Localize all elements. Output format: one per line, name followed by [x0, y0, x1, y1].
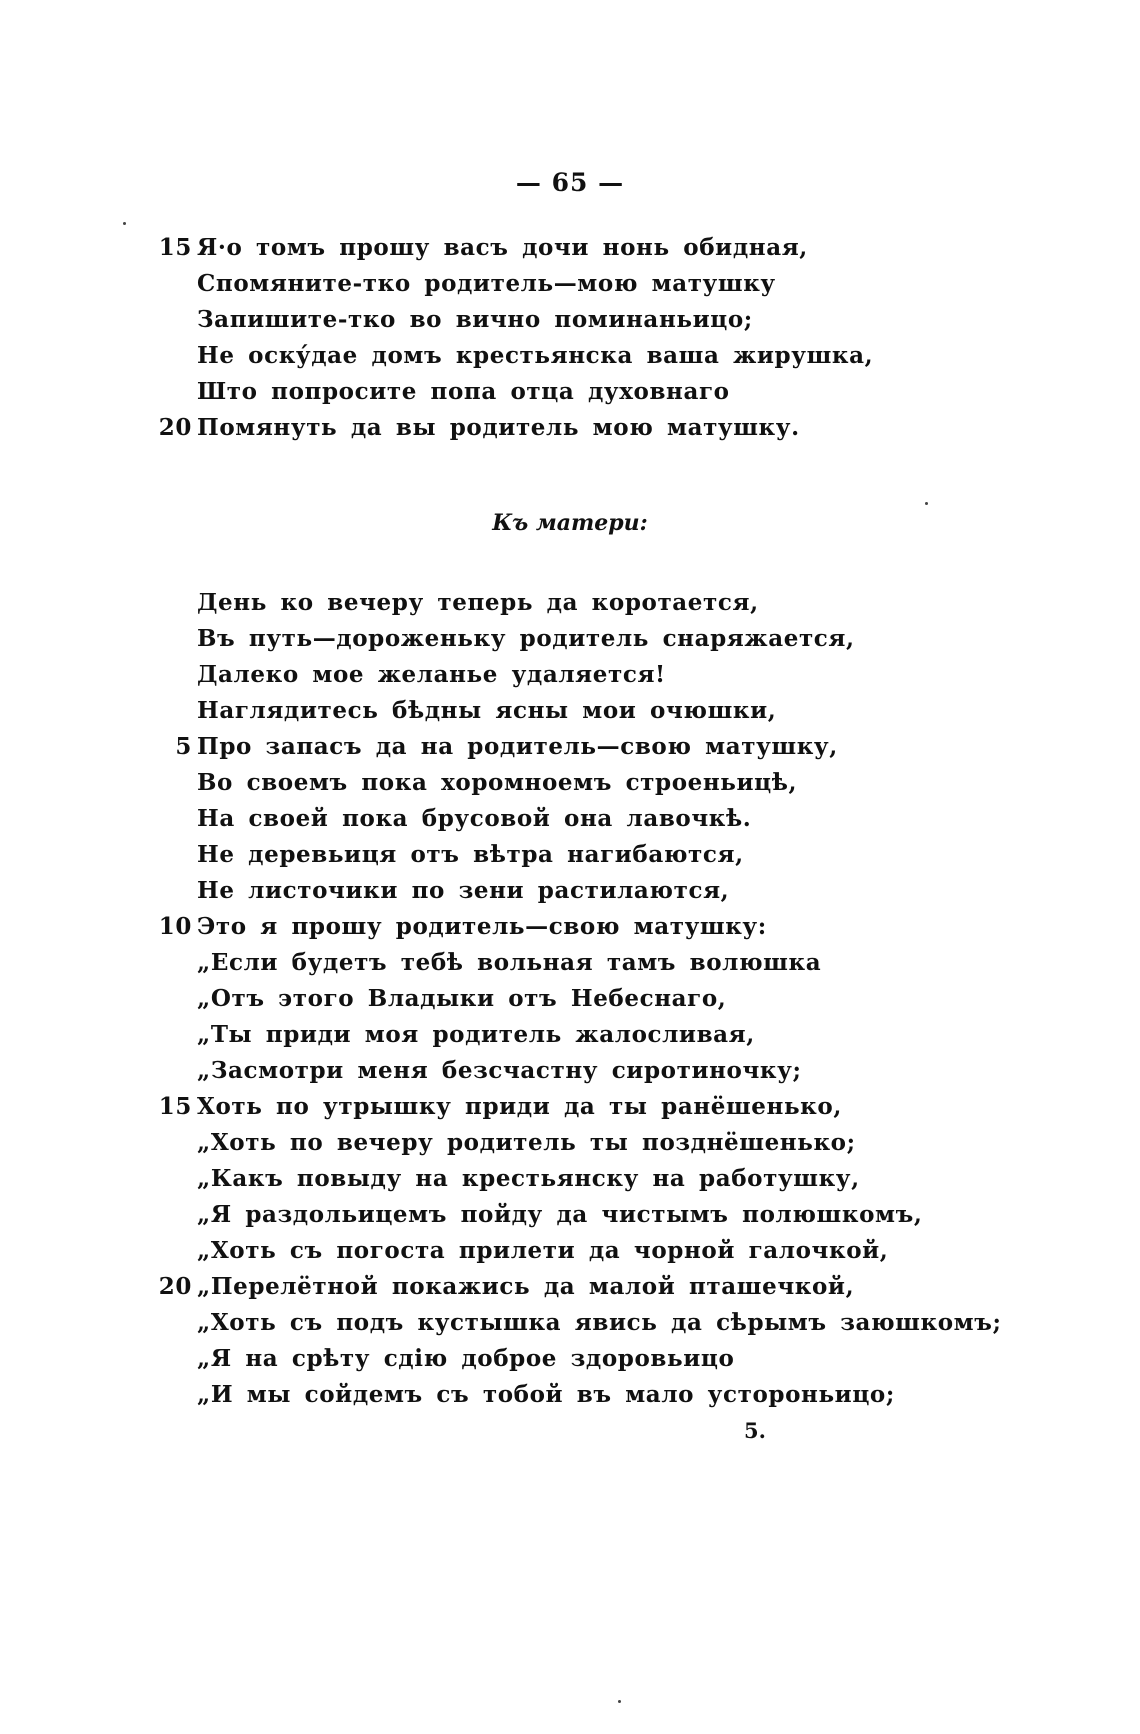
line-text: Не оску́дае домъ крестьянска ваша жирушка, — [197, 342, 874, 369]
poem-line — [0, 302, 1140, 338]
poem-line — [0, 1125, 1140, 1161]
poem-line — [0, 873, 1140, 909]
stanza-one — [0, 230, 1140, 446]
line-text: На своей пока брусовой она лавочкѣ. — [197, 805, 752, 832]
line-text: Запишите-тко во вично поминаньицо; — [197, 306, 753, 333]
poem-line — [0, 410, 1140, 446]
print-speck — [925, 502, 928, 505]
signature-mark: 5. — [744, 1418, 766, 1443]
line-text: Помянуть да вы родитель мою матушку. — [197, 414, 800, 441]
poem-line — [0, 765, 1140, 801]
poem-line — [0, 1089, 1140, 1125]
line-text: „Хоть съ погоста прилети да чорной галочкой, — [197, 1237, 889, 1264]
poem-line — [0, 230, 1140, 266]
poem-line — [0, 1053, 1140, 1089]
line-text: „И мы сойдемъ съ тобой въ мало устороньицо; — [197, 1381, 895, 1408]
poem-line — [0, 338, 1140, 374]
line-text: Спомяните-тко родитель—мою матушку — [197, 270, 776, 297]
line-text: „Хоть по вечеру родитель ты позднёшенько; — [197, 1129, 856, 1156]
poem-line — [0, 801, 1140, 837]
line-text: „Хоть съ подъ кустышка явись да сѣрымъ заюшкомъ; — [197, 1309, 1002, 1336]
poem-line — [0, 729, 1140, 765]
line-number: 15 — [158, 234, 192, 261]
line-text: „Перелётной покажись да малой пташечкой, — [197, 1273, 855, 1300]
line-number: 10 — [158, 913, 192, 940]
poem-line — [0, 945, 1140, 981]
line-number: 20 — [158, 414, 192, 441]
poem-line — [0, 981, 1140, 1017]
section-title: Къ матери: — [492, 510, 648, 536]
line-text: „Ты приди моя родитель жалосливая, — [197, 1021, 755, 1048]
poem-line — [0, 1233, 1140, 1269]
poem-line — [0, 1197, 1140, 1233]
poem-line — [0, 266, 1140, 302]
poem-line — [0, 1305, 1140, 1341]
poem-line — [0, 585, 1140, 621]
poem-line — [0, 621, 1140, 657]
line-text: Во своемъ пока хоромноемъ строеньицѣ, — [197, 769, 798, 796]
line-number: 20 — [158, 1273, 192, 1300]
line-text: День ко вечеру теперь да коротается, — [197, 589, 759, 616]
poem-line — [0, 693, 1140, 729]
line-text: „Я на срѣту сдію доброе здоровьицо — [197, 1345, 735, 1372]
poem-line — [0, 1161, 1140, 1197]
line-text: „Засмотри меня безсчастну сиротиночку; — [197, 1057, 802, 1084]
line-text: Это я прошу родитель—свою матушку: — [197, 913, 767, 940]
line-text: Хоть по утрышку приди да ты ранёшенько, — [197, 1093, 842, 1120]
poem-line — [0, 374, 1140, 410]
line-text: Наглядитесь бѣдны ясны мои очюшки, — [197, 697, 777, 724]
line-text: „Отъ этого Владыки отъ Небеснаго, — [197, 985, 727, 1012]
line-number: 5 — [175, 733, 192, 760]
line-text: Не листочики по зени растилаются, — [197, 877, 730, 904]
stanza-two — [0, 585, 1140, 1413]
line-text: Про запасъ да на родитель—свою матушку, — [197, 733, 838, 760]
line-text: Въ путь—дороженьку родитель снаряжается, — [197, 625, 855, 652]
print-speck — [618, 1700, 621, 1703]
poem-line — [0, 657, 1140, 693]
poem-line — [0, 1377, 1140, 1413]
line-text: Я·о томъ прошу васъ дочи нонь обидная, — [197, 234, 808, 261]
page-number: — 65 — — [515, 168, 625, 197]
poem-line — [0, 1017, 1140, 1053]
line-text: Што попросите попа отца духовнаго — [197, 378, 730, 405]
poem-line — [0, 1269, 1140, 1305]
line-number: 15 — [158, 1093, 192, 1120]
line-text: „Какъ повыду на крестьянску на работушку, — [197, 1165, 860, 1192]
poem-line — [0, 837, 1140, 873]
poem-line — [0, 909, 1140, 945]
line-text: Не деревьиця отъ вѣтра нагибаются, — [197, 841, 744, 868]
line-text: „Я раздольицемъ пойду да чистымъ полюшкомъ, — [197, 1201, 923, 1228]
line-text: „Если будетъ тебѣ вольная тамъ волюшка — [197, 949, 822, 976]
poem-line — [0, 1341, 1140, 1377]
line-text: Далеко мое желанье удаляется! — [197, 661, 666, 688]
print-speck — [123, 222, 126, 225]
